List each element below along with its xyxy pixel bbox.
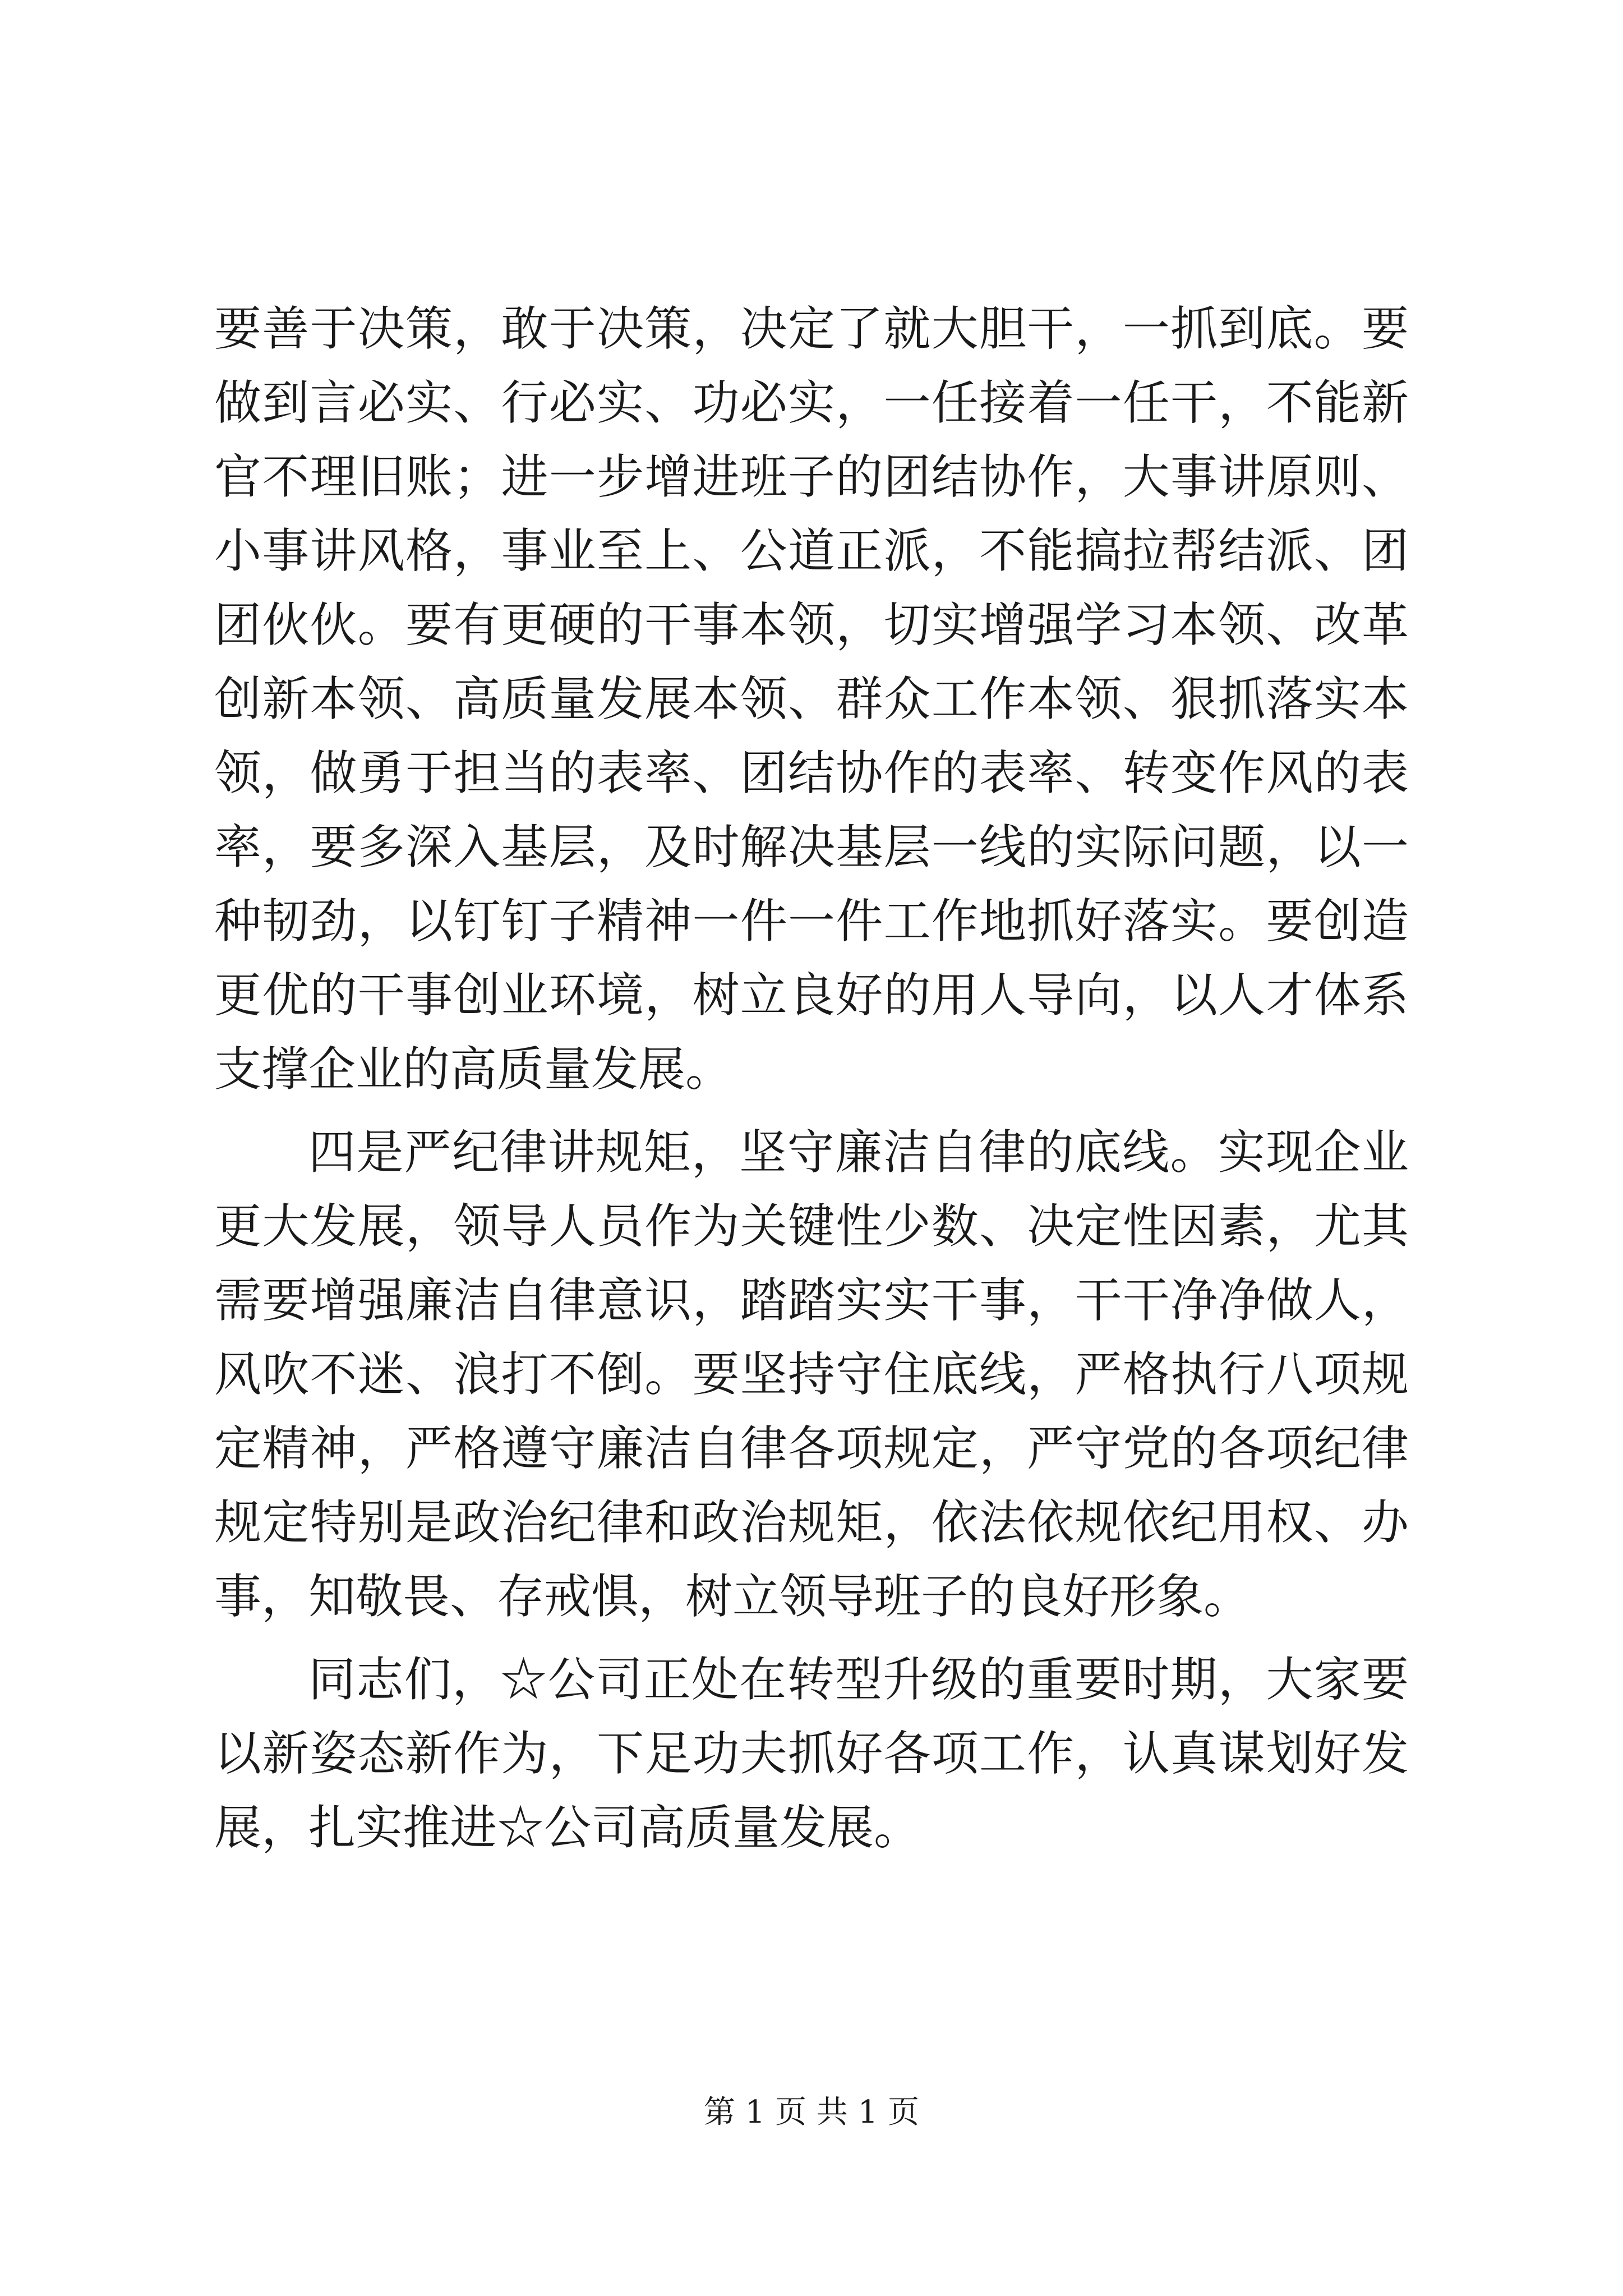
page-footer xyxy=(0,2092,1623,2133)
paragraph-discipline: 四是严纪律讲规矩，坚守廉洁自律的底线。实现企业更大发展，领导人员作为关键性少数、决定性因素，尤其需要增强廉洁自律意识，踏踏实实干事，干干净净做人，风吹不迷、浪打不倒。要坚持守住底线，严格执行八项规定精神，严格遵守廉洁自律各项规定，严守党的各项纪律规定特别是政治纪律和政治规矩，依法依规依纪用权、办事，知敬畏、存戒惧，树立领导班子的良好形象。 xyxy=(214,1125,1409,1624)
paragraph-closing: 同志们，☆公司正处在转型升级的重要时期，大家要以新姿态新作为，下足功夫抓好各项工作，认真谋划好发展，扎实推进☆公司高质量发展。 xyxy=(214,1652,1409,1855)
paragraph-continued: 要善于决策，敢于决策，决定了就大胆干，一抓到底。要做到言必实、行必实、功必实，一任接着一任干，不能新官不理旧账；进一步增进班子的团结协作，大事讲原则、小事讲风格，事业至上、公道正派，不能搞拉帮结派、团团伙伙。要有更硬的干事本领，切实增强学习本领、改革创新本领、高质量发展本领、群众工作本领、狠抓落实本领，做勇于担当的表率、团结协作的表率、转变作风的表率，要多深入基层，及时解决基层一线的实际问题，以一种韧劲，以钉钉子精神一件一件工作地抓好落实。要创造更优的干事创业环境，树立良好的用人导向，以人才体系支撑企业的高质量发展。 xyxy=(214,301,1409,1097)
document-body xyxy=(214,292,1409,1874)
page-number: 第 1 页 共 1 页 xyxy=(703,2094,920,2131)
